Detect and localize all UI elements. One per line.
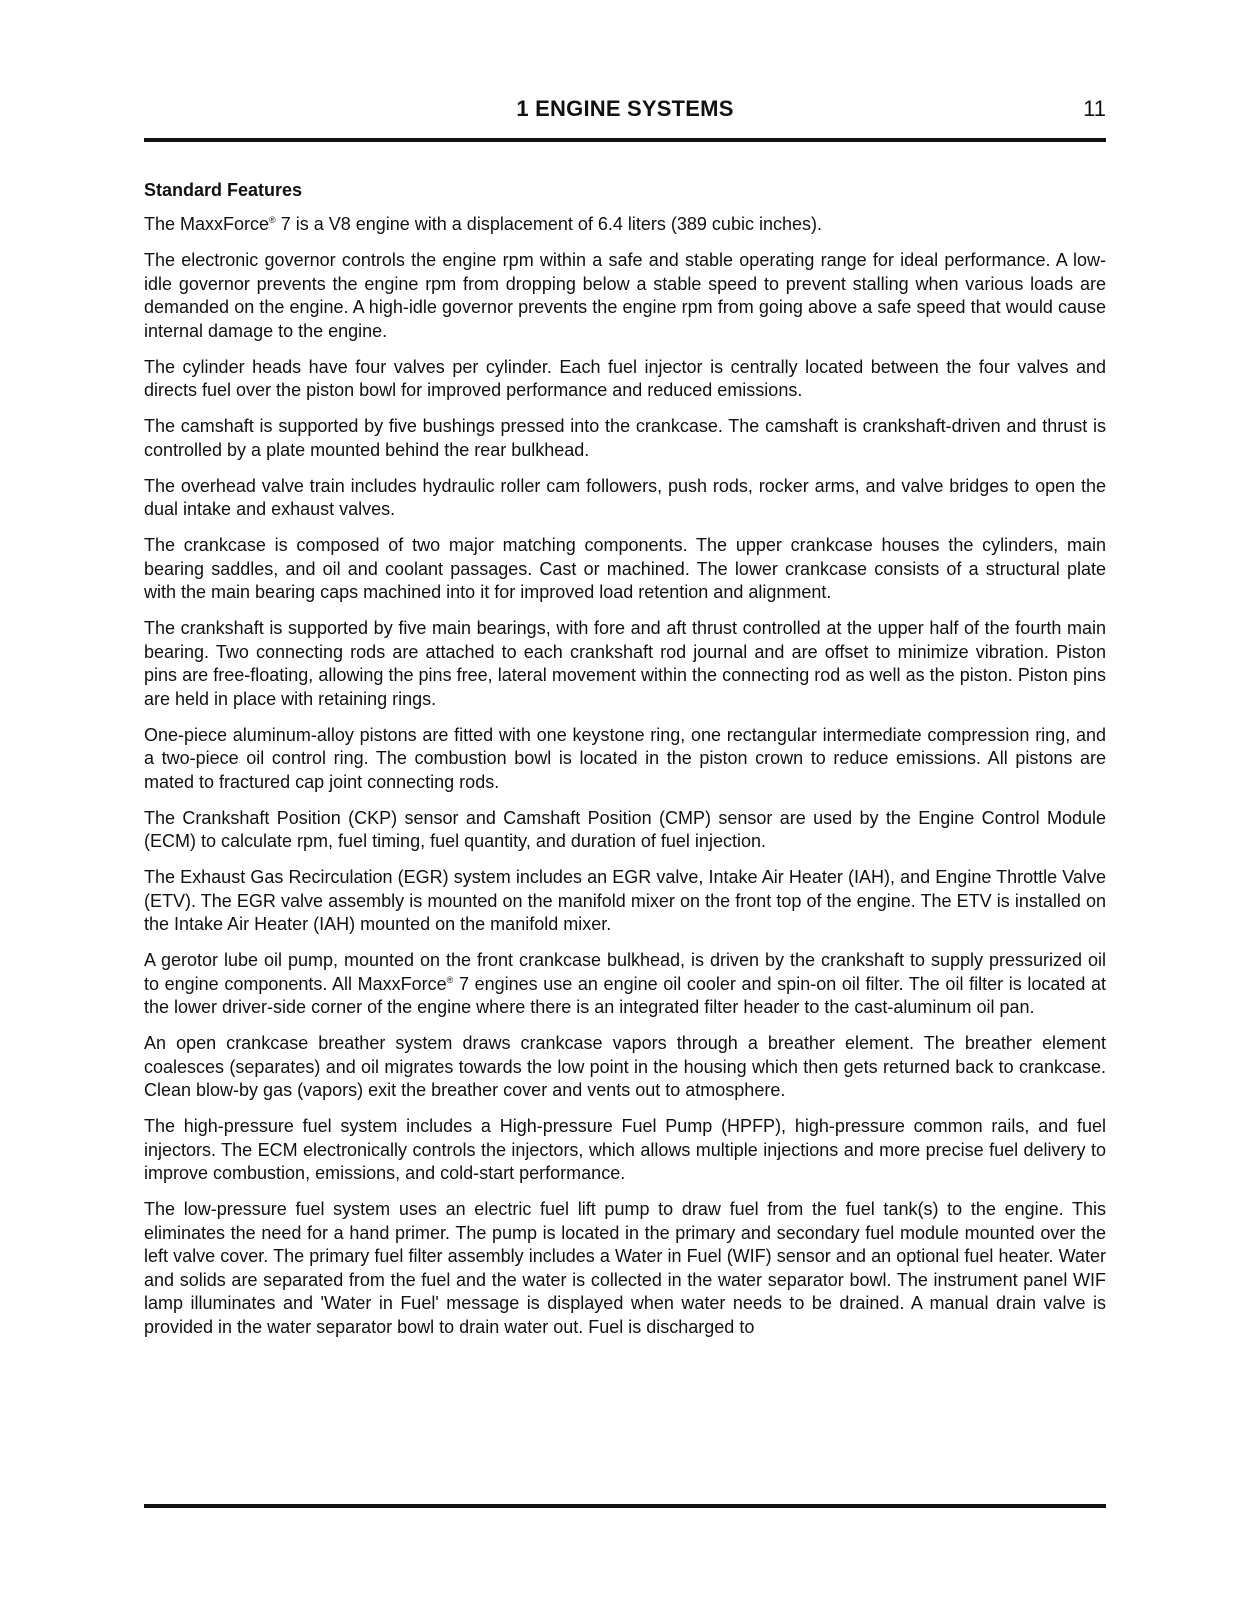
paragraph-text: 7 engines use an engine oil cooler and spin-on oil filter. The oil filter is located at the lower driver-side corner of the engine where there is an integrated filter header to the cast-aluminum oil pan. [144, 973, 1107, 1017]
paragraph-engine-overview [144, 213, 1106, 237]
page-body [144, 178, 1106, 1352]
paragraph-crankcase: The crankcase is composed of two major matching components. The upper crankcase houses the cylinders, main bearing saddles, and oil and coolant passages. Cast or machined. The lower crankcase consists of a structural plate with the main bearing caps machined into it for improved load retention and alignment. [144, 535, 1106, 602]
header-rule [144, 138, 1106, 142]
page-number: 11 [1083, 96, 1106, 121]
paragraph-sensors: The Crankshaft Position (CKP) sensor and Camshaft Position (CMP) sensor are used by the Engine Control Module (ECM) to calculate rpm, fuel timing, fuel quantity, and duration of fuel injection. [144, 807, 1106, 851]
paragraph-oil-pump [144, 949, 1106, 1020]
paragraph-valve-train: The overhead valve train includes hydraulic roller cam followers, push rods, rocker arms, and valve bridges to open the dual intake and exhaust valves. [144, 475, 1106, 519]
paragraph-crankshaft: The crankshaft is supported by five main bearings, with fore and aft thrust controlled at the upper half of the fourth main bearing. Two connecting rods are attached to each crankshaft rod journal and are offset to minimize vibration. Piston pins are free-floating, allowing the pins free, lateral movement within the connecting rod as well as the piston. Piston pins are held in place with retaining rings. [144, 618, 1106, 709]
paragraph-governor: The electronic governor controls the engine rpm within a safe and stable operating range for ideal performance. A low-idle governor prevents the engine rpm from dropping below a stable speed to prevent stalling when various loads are demanded on the engine. A high-idle governor prevents the engine rpm from going above a safe speed that would cause internal damage to the engine. [144, 250, 1106, 341]
registered-mark: ® [269, 215, 276, 225]
chapter-title: 1 ENGINE SYSTEMS [516, 96, 734, 121]
paragraph-text: A gerotor lube oil pump, mounted on the front crankcase bulkhead, is driven by the crankshaft to supply pressurized oil to engine components. All MaxxForce [144, 950, 1106, 994]
paragraph-cylinder-heads: The cylinder heads have four valves per cylinder. Each fuel injector is centrally located between the four valves and directs fuel over the piston bowl for improved performance and reduced emissions. [144, 356, 1106, 400]
registered-mark: ® [446, 974, 454, 985]
page-header [144, 96, 1106, 126]
paragraph-low-pressure-fuel: The low-pressure fuel system uses an electric fuel lift pump to draw fuel from the fuel tank(s) to the engine. This eliminates the need for a hand primer. The pump is located in the primary and secondary fuel module mounted over the left valve cover. The primary fuel filter assembly includes a Water in Fuel (WIF) sensor and an optional fuel heater. Water and solids are separated from the fuel and the water is collected in the water separator bowl. The instrument panel WIF lamp illuminates and 'Water in Fuel' message is displayed when water needs to be drained. A manual drain valve is provided in the water separator bowl to drain water out. Fuel is discharged to [144, 1199, 1106, 1337]
paragraph-text: 7 is a V8 engine with a displacement of 6.4 liters (389 cubic inches). [275, 214, 822, 234]
paragraph-breather: An open crankcase breather system draws crankcase vapors through a breather element. The breather element coalesces (separates) and oil migrates towards the low point in the housing which then gets returned back to crankcase. Clean blow-by gas (vapors) exit the breather cover and vents out to atmosphere. [144, 1033, 1106, 1100]
paragraph-high-pressure-fuel: The high-pressure fuel system includes a High-pressure Fuel Pump (HPFP), high-pressure common rails, and fuel injectors. The ECM electronically controls the injectors, which allows multiple injections and more precise fuel delivery to improve combustion, emissions, and cold-start performance. [144, 1116, 1106, 1183]
paragraph-pistons: One-piece aluminum-alloy pistons are fitted with one keystone ring, one rectangular intermediate compression ring, and a two-piece oil control ring. The combustion bowl is located in the piston crown to reduce emissions. All pistons are mated to fractured cap joint connecting rods. [144, 724, 1106, 792]
paragraph-text: The MaxxForce [144, 214, 270, 234]
footer-rule [144, 1504, 1106, 1508]
paragraph-egr: The Exhaust Gas Recirculation (EGR) system includes an EGR valve, Intake Air Heater (IAH), and Engine Throttle Valve (ETV). The EGR valve assembly is mounted on the manifold mixer on the front top of the engine. The ETV is installed on the Intake Air Heater (IAH) mounted on the manifold mixer. [144, 867, 1106, 934]
section-heading: Standard Features [144, 180, 303, 200]
paragraph-camshaft: The camshaft is supported by five bushings pressed into the crankcase. The camshaft is crankshaft-driven and thrust is controlled by a plate mounted behind the rear bulkhead. [144, 416, 1106, 460]
